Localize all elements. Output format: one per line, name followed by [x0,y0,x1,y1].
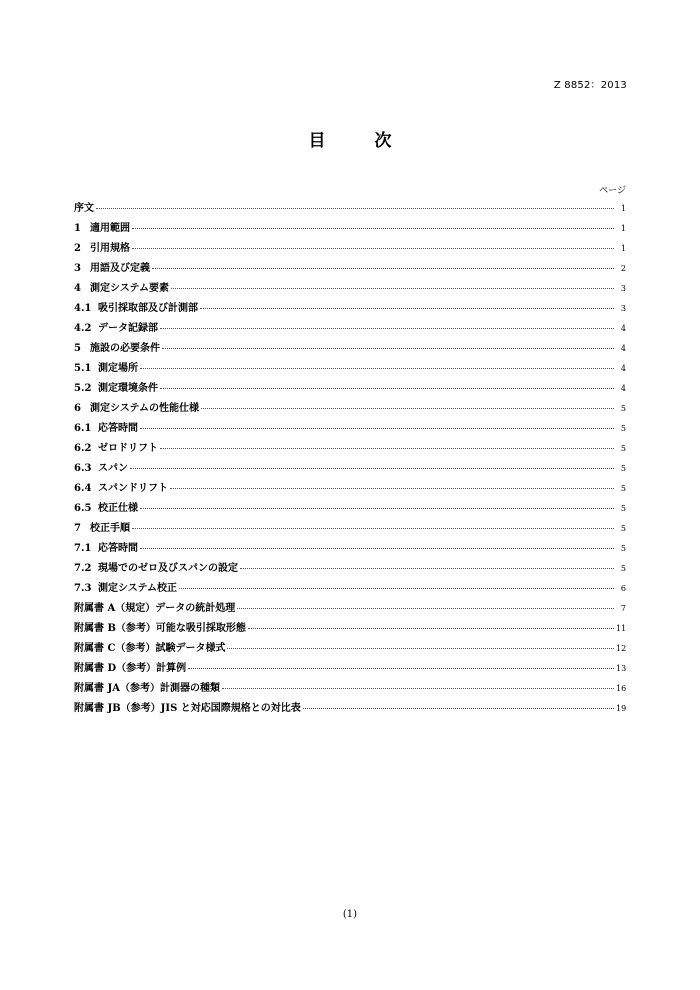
toc-entry-page: 2 [620,264,626,273]
dot-leader [170,488,614,489]
toc-entry-page: 7 [620,604,626,613]
toc-entry-page: 5 [620,424,626,433]
dot-leader [222,688,614,689]
dot-leader [179,588,614,589]
toc-entry[interactable] [74,619,626,639]
dot-leader [140,368,614,369]
toc-entry-number: 4 [74,283,81,294]
toc-entry-label: 校正仕様 [98,503,138,514]
toc-entry-label: ゼロドリフト [98,443,158,454]
dot-leader [132,528,614,529]
toc-entry-page: 5 [620,404,626,413]
toc-entry[interactable] [74,299,626,319]
toc-entry-label: 吸引採取部及び計測部 [98,303,198,314]
dot-leader [132,228,614,229]
dot-leader [248,628,614,629]
toc-entry-number: 5 [74,343,81,354]
toc-entry-number: 7 [74,523,81,534]
toc-entry-number: 7.3 [74,583,92,594]
page-column-label: ページ [599,186,626,196]
toc-entry-label: 測定場所 [98,363,138,374]
toc-entry-page: 3 [620,284,626,293]
toc-entry-page: 5 [620,504,626,513]
toc-entry-page: 19 [616,704,627,713]
toc-entry[interactable] [74,379,626,399]
standard-number: Z 8852：2013 [553,80,627,91]
toc-entry-label: 現場でのゼロ及びスパンの設定 [98,563,238,574]
dot-leader [140,508,614,509]
toc-entry-number: 6.4 [74,483,92,494]
toc-entry[interactable] [74,399,626,419]
toc-entry-number: 6.5 [74,503,92,514]
toc-entry-number: 5.2 [74,383,92,394]
toc-entry-page: 4 [620,344,626,353]
toc-entry-number: 6.1 [74,423,92,434]
toc-entry-label: 応答時間 [98,543,138,554]
toc-entry[interactable] [74,599,626,619]
toc-entry-number: 7.1 [74,543,92,554]
toc-entry[interactable] [74,319,626,339]
toc-entry[interactable] [74,459,626,479]
toc-entry-page: 13 [616,664,627,673]
toc-entry[interactable] [74,259,626,279]
toc-entry-number: 3 [74,263,81,274]
toc-entry-label: 測定システム校正 [98,583,177,594]
table-of-contents [74,199,626,719]
toc-entry-number: 1 [74,223,81,234]
dot-leader [171,288,614,289]
toc-entry-page: 5 [620,484,626,493]
toc-entry-page: 4 [620,324,626,333]
toc-entry[interactable] [74,339,626,359]
toc-entry-label: 校正手順 [90,523,130,534]
dot-leader [160,328,614,329]
toc-entry-page: 4 [620,364,626,373]
toc-entry-label: 測定システム要素 [90,283,169,294]
toc-entry-label: スパンドリフト [98,483,168,494]
toc-entry-label: スパン [98,463,128,474]
toc-entry-label: 附属書 C（参考）試験データ様式 [74,643,226,654]
toc-entry-label: 応答時間 [98,423,138,434]
dot-leader [162,348,614,349]
toc-entry-number: 6.2 [74,443,92,454]
dot-leader [140,548,614,549]
dot-leader [200,308,614,309]
toc-entry-label: 附属書 JB（参考）JIS と対応国際規格との対比表 [74,703,301,714]
toc-entry[interactable] [74,559,626,579]
toc-entry[interactable] [74,539,626,559]
toc-entry[interactable] [74,639,626,659]
dot-leader [132,248,614,249]
dot-leader [130,468,614,469]
toc-entry[interactable] [74,199,626,219]
toc-entry-page: 5 [620,464,626,473]
toc-entry-page: 16 [616,684,627,693]
toc-entry[interactable] [74,359,626,379]
dot-leader [240,568,614,569]
dot-leader [160,448,614,449]
toc-entry-label: 適用範囲 [90,223,130,234]
dot-leader [188,668,614,669]
toc-entry-number: 6.3 [74,463,92,474]
toc-entry-page: 1 [620,244,626,253]
dot-leader [303,708,614,709]
toc-entry-page: 1 [620,204,626,213]
toc-entry[interactable] [74,659,626,679]
dot-leader [152,268,614,269]
toc-entry-page: 5 [620,524,626,533]
toc-entry-label: 施設の必要条件 [90,343,160,354]
toc-entry[interactable] [74,419,626,439]
dot-leader [140,428,614,429]
toc-entry-label: 附属書 B（参考）可能な吸引採取形態 [74,623,246,634]
toc-entry-label: データ記録部 [98,323,158,334]
toc-entry[interactable] [74,579,626,599]
toc-entry[interactable] [74,699,626,719]
dot-leader [160,388,614,389]
toc-entry-label: 附属書 A（規定）データの統計処理 [74,603,236,614]
toc-entry-page: 5 [620,564,626,573]
toc-entry-label: 附属書 JA（参考）計測器の種類 [74,683,220,694]
toc-entry-page: 1 [620,224,626,233]
dot-leader [227,648,614,649]
toc-entry-page: 5 [620,444,626,453]
toc-entry-label: 引用規格 [90,243,130,254]
toc-entry[interactable] [74,519,626,539]
toc-entry-label: 用語及び定義 [90,263,150,274]
toc-entry[interactable] [74,479,626,499]
page-number: (1) [342,909,358,920]
toc-entry[interactable] [74,679,626,699]
toc-entry[interactable] [74,439,626,459]
dot-leader [237,608,614,609]
toc-entry-page: 3 [620,304,626,313]
toc-entry-page: 6 [620,584,626,593]
toc-entry-number: 5.1 [74,363,92,374]
toc-entry-page: 11 [616,624,627,633]
toc-entry-number: 2 [74,243,81,254]
toc-entry-page: 5 [620,544,626,553]
toc-entry[interactable] [74,279,626,299]
toc-entry-number: 4.1 [74,303,92,314]
toc-entry-number: 7.2 [74,563,92,574]
dot-leader [96,208,614,209]
toc-entry[interactable] [74,499,626,519]
toc-entry[interactable] [74,239,626,259]
toc-entry-label: 附属書 D（参考）計算例 [74,663,187,674]
toc-entry-number: 6 [74,403,81,414]
page-title: 目 次 [308,131,408,151]
toc-entry[interactable] [74,219,626,239]
toc-entry-page: 4 [620,384,626,393]
toc-entry-label: 測定環境条件 [98,383,158,394]
toc-entry-label: 測定システムの性能仕様 [90,403,199,414]
toc-entry-label: 序文 [74,203,94,214]
toc-entry-page: 12 [616,644,627,653]
toc-entry-number: 4.2 [74,323,92,334]
dot-leader [201,408,614,409]
